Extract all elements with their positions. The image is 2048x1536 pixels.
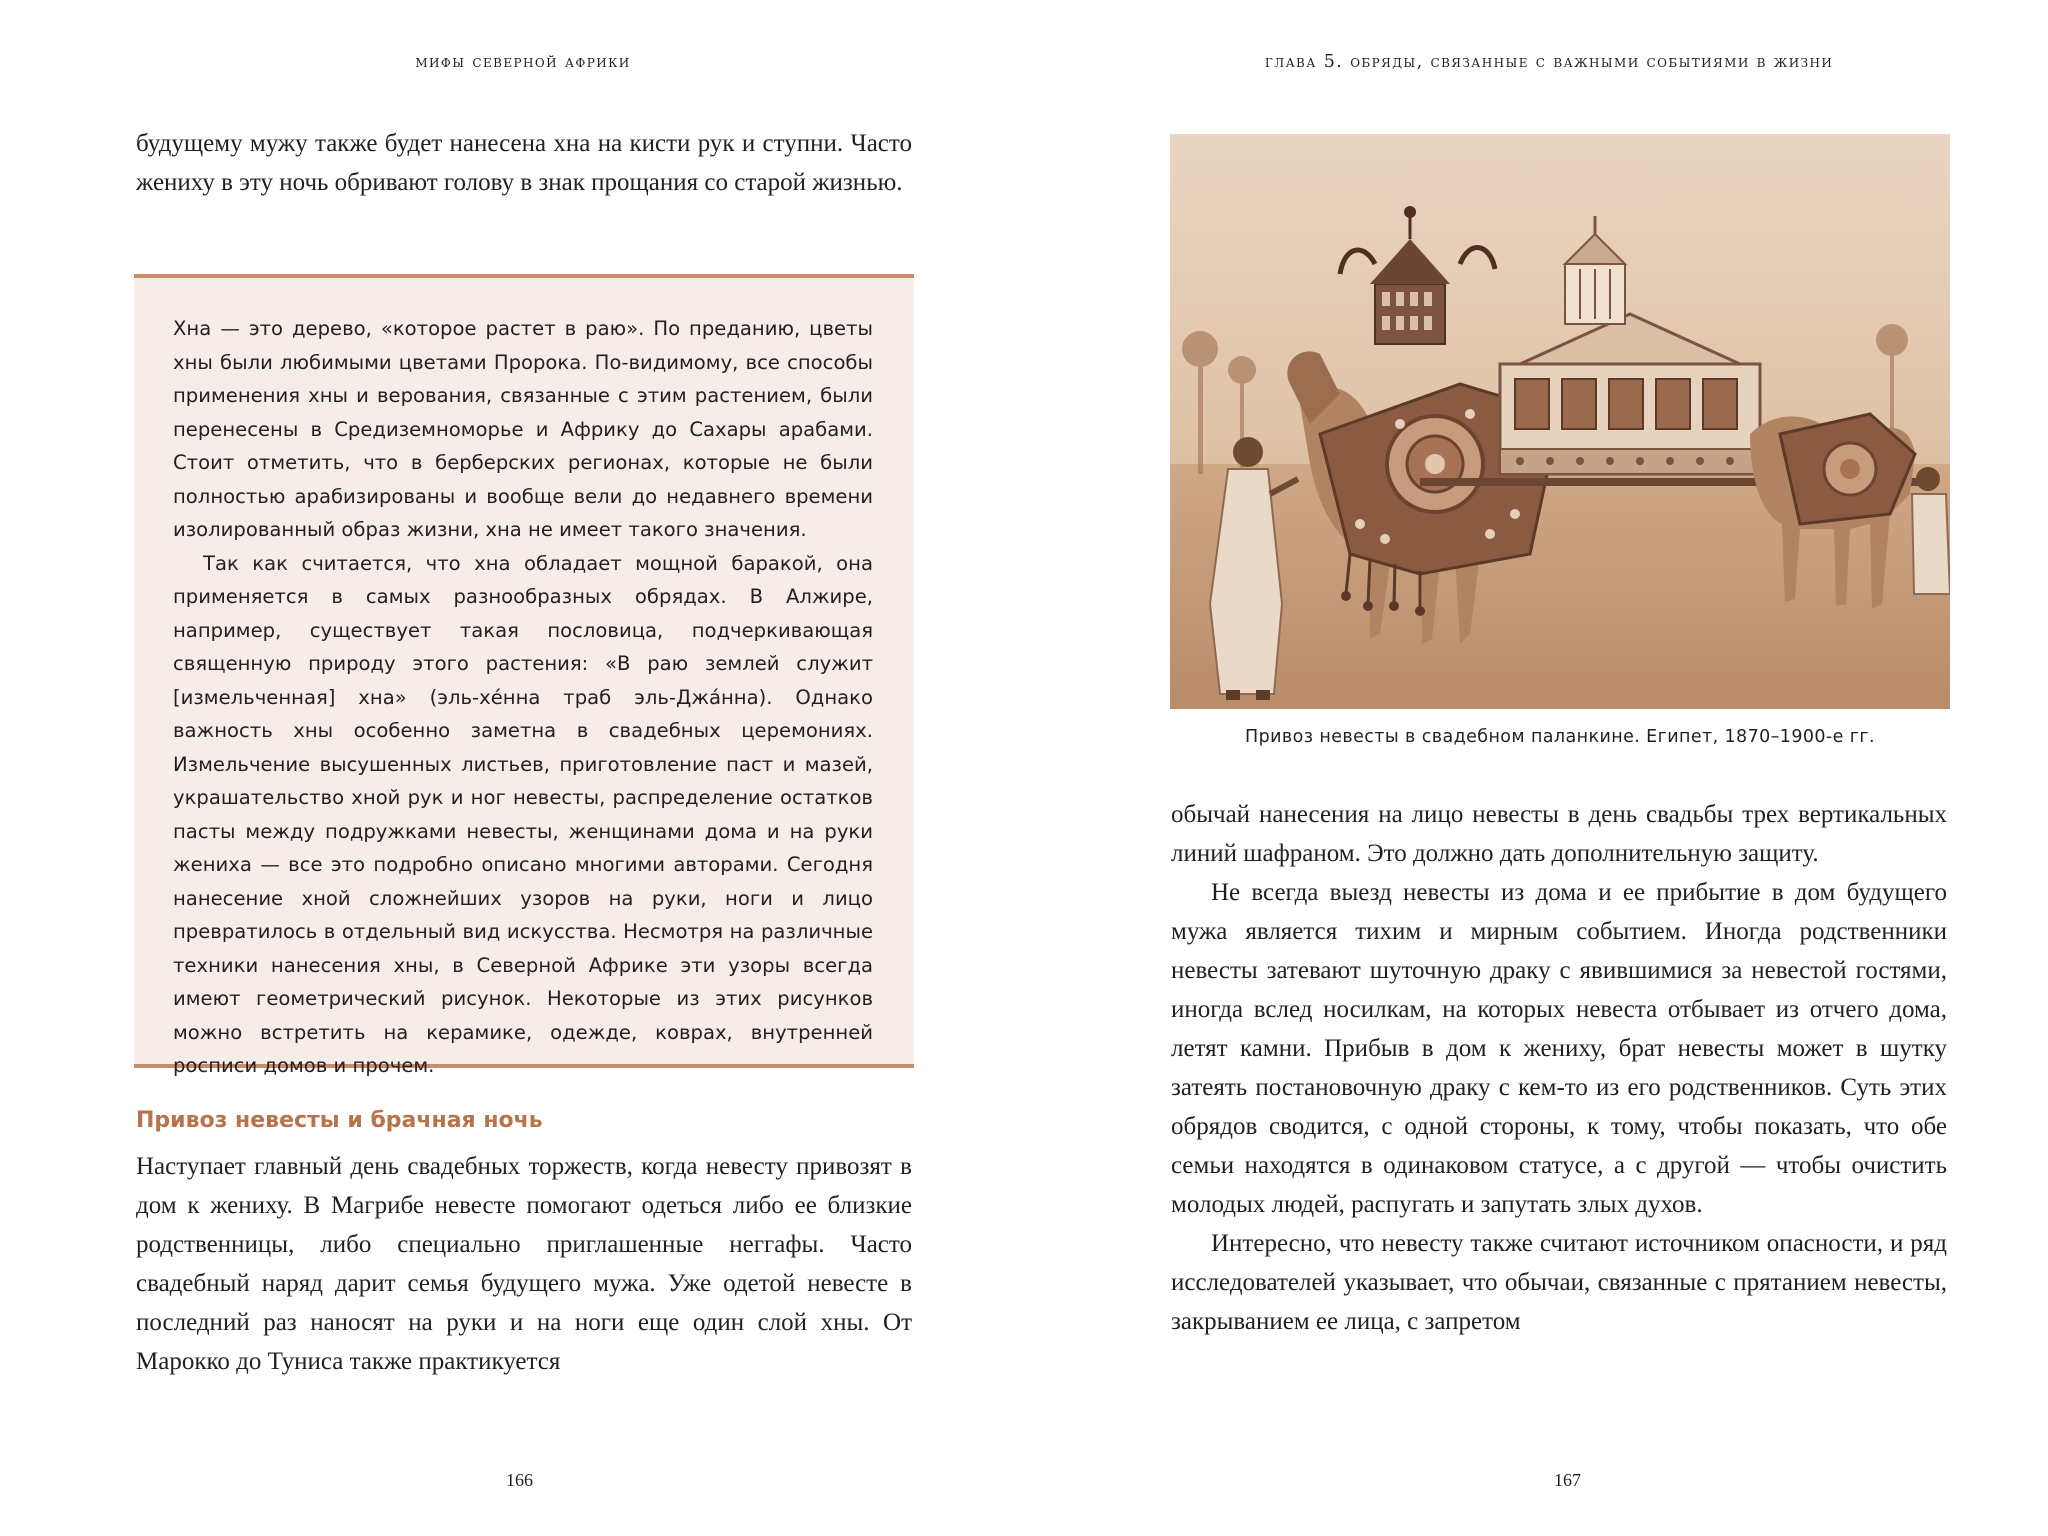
sidebar-paragraph-2: Так как считается, что хна обладает мощной баракой, она применяется в самых разнообразных обрядах. В Алжире, например, существует такая пословица, подчеркивающая священную природу этого растения: «В раю землей служит [измельченная] хна» (эль-хе́нна траб эль-Джа́нна). Однако важность хны особенно заметна в свадебных церемониях. Измельчение высушенных листьев, приготовление паст и мазей, украшательство хной рук и ног невесты, распределение остатков пасты между подружками невесты, женщинами дома и на руки жениха — все это подробно описано многими авторами. Сегодня нанесение хной сложнейших узоров на руки, ноги и лицо превратилось в отдельный вид искусства. Несмотря на различные техники нанесения хны, в Северной Африке эти узоры всегда имеют геометрический рисунок. Некоторые из этих рисунков можно встретить на керамике, одежде, коврах, внутренней росписи домов и прочем. [173,551,873,1077]
section-heading: Привоз невесты и брачная ночь [136,1108,543,1133]
right-body-text [1171,795,1947,1341]
right-paragraph-3: Интересно, что невесту также считают источником опасности, и ряд исследователей указывает, что обычаи, связанные с прятанием невесты, закрыванием ее лица, с запретом [1171,1230,1947,1335]
photo-illustration [1170,134,1950,709]
sidebar-paragraph-1: Хна — это дерево, «которое растет в раю». По преданию, цветы хны были любимыми цветами Пророка. По-видимому, все способы применения хны и верования, связанные с этим растением, были перенесены в Средиземноморье и Африку до Сахары арабами. Стоит отметить, что в берберских регионах, которые не были полностью арабизированы и вообще вели до недавнего времени изолированный образ жизни, хна не имеет такого значения. [173,317,873,541]
photo-caption: Привоз невесты в свадебном паланкине. Египет, 1870–1900-е гг. [1245,727,1875,747]
henna-sidebar-box [134,274,914,1077]
continued-paragraph [136,124,912,202]
right-page [1024,0,2048,1536]
section-body [136,1147,912,1381]
sidebar-text [173,312,873,1083]
right-paragraph-1: обычай нанесения на лицо невесты в день свадьбы трех вертикальных линий шафраном. Это должно дать дополнительную защиту. [1171,801,1947,867]
page-number-left: 166 [506,1470,533,1490]
top-paragraph: будущему мужу также будет нанесена хна на кисти рук и ступни. Часто жениху в эту ночь обривают голову в знак прощания со старой жизнью. [136,130,912,196]
sepia-photo-camel-palanquin [1170,134,1950,709]
running-head-left: мифы северной африки [415,52,631,72]
right-paragraph-2: Не всегда выезд невесты из дома и ее прибытие в дом будущего мужа является тихим и мирным событием. Иногда родственники невесты затевают шуточную драку с явившимися за невестой гостями, иногда вслед носилкам, на которых невеста отбывает из отчего дома, летят камни. Прибыв в дом к жениху, брат невесты может в шутку затеять постановочную драку с кем-то из его родственников. Суть этих обрядов сводится, с одной стороны, к тому, чтобы показать, что обе семьи находятся в одинаковом статусе, а с другой — чтобы очистить молодых людей, распугать и запутать злых духов. [1171,879,1947,1218]
running-head-right: глава 5. обряды, связанные с важными событиями в жизни [1264,52,1834,72]
page-number-right: 167 [1554,1470,1581,1490]
section-paragraph: Наступает главный день свадебных торжеств, когда невесту привозят в дом к жениху. В Магрибе невесте помогают одеться либо ее близкие родственницы, либо специально приглашенные неггафы. Часто свадебный наряд дарит семья будущего мужа. Уже одетой невесте в последний раз наносят на руки и на ноги еще один слой хны. От Марокко до Туниса также практикуется [136,1153,912,1375]
